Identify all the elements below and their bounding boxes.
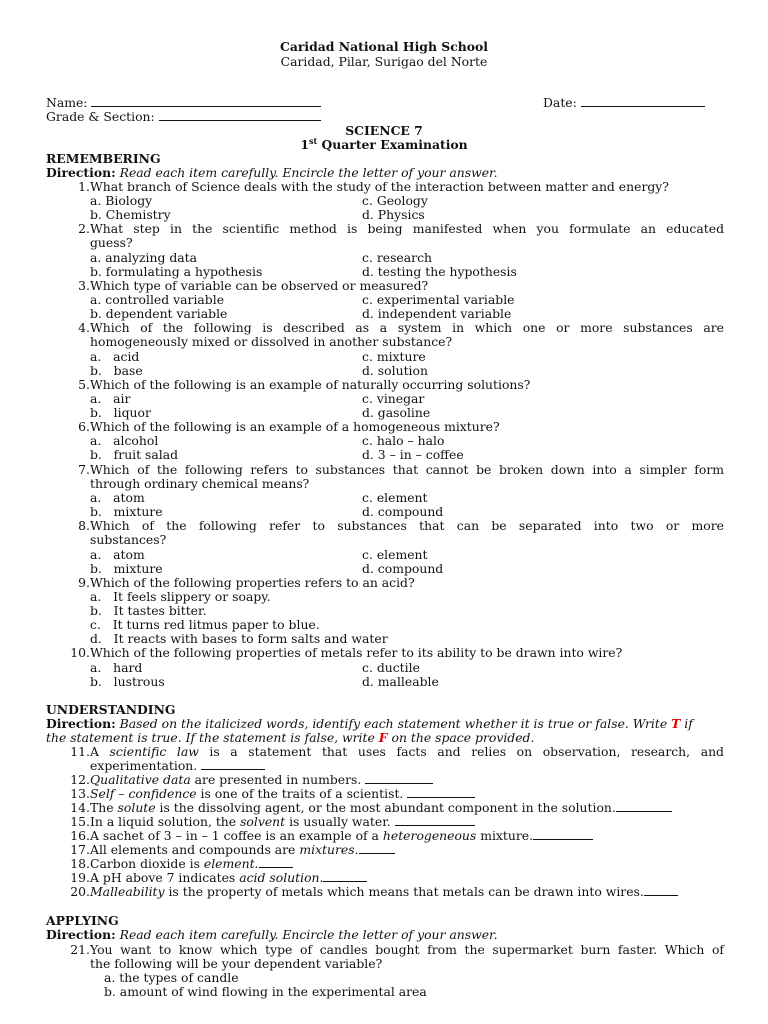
date-label: Date: <box>543 95 577 110</box>
grade-row <box>46 110 321 124</box>
q14-answer-blank[interactable] <box>616 801 672 812</box>
understanding-direction-1: Direction: Based on the italicized words, identify each statement whether it is true or false. Write T if <box>46 716 693 731</box>
date-blank[interactable] <box>581 96 705 107</box>
q7-option-a[interactable]: a. atom <box>90 490 145 505</box>
q1-option-b[interactable]: b. Chemistry <box>90 207 171 222</box>
q5-option-a[interactable]: a. air <box>90 391 131 406</box>
school-name: Caridad National High School <box>279 39 489 54</box>
q18-answer-blank[interactable] <box>259 857 293 868</box>
q5-option-d[interactable]: d. gasoline <box>362 405 431 420</box>
q10-option-d[interactable]: d. malleable <box>362 674 439 689</box>
q2-option-c[interactable]: c. research <box>362 250 432 265</box>
q11-answer-blank[interactable] <box>201 759 265 770</box>
q3-option-c[interactable]: c. experimental variable <box>362 292 515 307</box>
name-blank[interactable] <box>91 96 321 107</box>
q7-option-b[interactable]: b. mixture <box>90 504 163 519</box>
q16-answer-blank[interactable] <box>533 829 593 840</box>
q15-answer-blank[interactable] <box>395 815 475 826</box>
q8-option-c[interactable]: c. element <box>362 547 428 562</box>
q6-option-b[interactable]: b. fruit salad <box>90 447 179 462</box>
q21-option-a[interactable]: a. the types of candle <box>104 970 239 985</box>
subject-title: SCIENCE 7 <box>345 123 423 138</box>
q17-answer-blank[interactable] <box>359 843 395 854</box>
q4-option-b[interactable]: b. base <box>90 363 143 378</box>
q9-option-b[interactable]: b. It tastes bitter. <box>90 603 207 618</box>
q7-option-c[interactable]: c. element <box>362 490 428 505</box>
q20-answer-blank[interactable] <box>644 885 678 896</box>
q1-option-d[interactable]: d. Physics <box>362 207 425 222</box>
question-11-cont: experimentation. <box>90 759 265 773</box>
question-4-cont: homogeneously mixed or dissolved in another substance? <box>90 334 453 349</box>
question-21-cont: the following will be your dependent variable? <box>90 956 383 971</box>
q7-option-d[interactable]: d. compound <box>362 504 444 519</box>
question-8-cont: substances? <box>90 532 167 547</box>
q10-option-a[interactable]: a. hard <box>90 660 143 675</box>
remembering-title: REMEMBERING <box>46 151 161 166</box>
q6-option-c[interactable]: c. halo – halo <box>362 433 445 448</box>
q1-option-c[interactable]: c. Geology <box>362 193 428 208</box>
q9-option-c[interactable]: c. It turns red litmus paper to blue. <box>90 617 320 632</box>
q9-option-a[interactable]: a. It feels slippery or soapy. <box>90 589 271 604</box>
question-2-cont: guess? <box>90 235 133 250</box>
q19-answer-blank[interactable] <box>323 871 367 882</box>
grade-label: Grade & Section: <box>46 109 155 124</box>
grade-blank[interactable] <box>159 110 321 121</box>
q2-option-a[interactable]: a. analyzing data <box>90 250 198 265</box>
q9-option-d[interactable]: d. It reacts with bases to form salts and water <box>90 631 388 646</box>
applying-direction: Direction: Read each item carefully. Encircle the letter of your answer. <box>46 927 498 942</box>
exam-page: Caridad National High School Caridad, Pilar, Surigao del Norte Name: Date: Grade & Section: SCIENCE 7 1st Quarter Examination REMEMBERING Direction: Read each item carefully. Encircle the letter of your answer. 1. What branch of Science deals with the study of the interaction between matter and energy? a. Biology c. Geology b. Chemistry d. Physics 2. What step in the scientific method is being manifested when you formulate an educated guess? a. analyzing data c. research b. formulating a hypothesis d. testing the hypothesis 3. Which type of variable can be observed or measured? a. controlled variable c. experimental variable b. dependent variable d. independent variable 4. Which of the following is described as a system in which one or more substances are homogeneously mixed or dissolved in another substance? a. acid c. mixture b. base d. solution 5. Which of the following is an example of naturally occurring solutions? a. air c. vinegar b. liquor d. gasoline 6. Which of the following is an example of a homogeneous mixture? a. alcohol c. halo – halo b. fruit salad d. 3 – in – coffee 7. Which of the following refers to substances that cannot be broken down into a simpler form through ordinary chemical means? a. atom c. element b. mixture d. compound 8. Which of the following refer to substances that can be separated into two or more substances? a. atom c. element b. mixture d. compound 9. Which of the following properties refers to an acid? a. It feels slippery or soapy. b. It tastes bitter. c. It turns red litmus paper to blue. d. It reacts with bases to form salts and water 10. Which of the following properties of metals refer to its ability to be drawn into wire? a. hard c. ductile b. lustrous d. malleable UNDERSTANDING Direction: Based on the italicized words, identify each statement whether it is true or false. Write T if the statement is true. If the statement is false, write F on the space provided. 11. A scientific law is a statement that uses facts and relies on observation, research, and experimentation. 12. Qualitative data are presented in numbers. 13. Self – confidence is one of the traits of a scientist. 14. The solute is the dissolving agent, or the most abundant component in the solution. 15. In a liquid solution, the solvent is usually water. 16. A sachet of 3 – in – 1 coffee is an example of a heterogeneous mixture. 17. All elements and compounds are mixtures. 18. Carbon dioxide is element. 19. A pH above 7 indicates acid solution. 20. Malleability is the property of metals which means that metals can be drawn into wires. APPLYING Direction: Read each item carefully. Encircle the letter of your answer. 21. You want to know which type of candles bought from the supermarket burn faster. Which of the following will be your dependent variable? a. the types of candle b. amount of wind flowing in the experimental area <box>0 0 768 1024</box>
q13-answer-blank[interactable] <box>407 787 475 798</box>
q4-option-c[interactable]: c. mixture <box>362 349 426 364</box>
q10-option-b[interactable]: b. lustrous <box>90 674 165 689</box>
q4-option-d[interactable]: d. solution <box>362 363 428 378</box>
q21-option-b[interactable]: b. amount of wind flowing in the experimental area <box>104 984 427 999</box>
date-row <box>543 96 705 110</box>
q3-option-b[interactable]: b. dependent variable <box>90 306 228 321</box>
understanding-direction-2: the statement is true. If the statement is false, write F on the space provided. <box>46 730 535 745</box>
school-address: Caridad, Pilar, Surigao del Norte <box>280 54 488 69</box>
q2-option-d[interactable]: d. testing the hypothesis <box>362 264 517 279</box>
q8-option-a[interactable]: a. atom <box>90 547 145 562</box>
q12-answer-blank[interactable] <box>365 773 433 784</box>
applying-title: APPLYING <box>46 913 119 928</box>
q4-option-a[interactable]: a. acid <box>90 349 140 364</box>
question-7-cont: through ordinary chemical means? <box>90 476 310 491</box>
q6-option-a[interactable]: a. alcohol <box>90 433 159 448</box>
q10-option-c[interactable]: c. ductile <box>362 660 420 675</box>
q3-option-d[interactable]: d. independent variable <box>362 306 512 321</box>
q5-option-b[interactable]: b. liquor <box>90 405 151 420</box>
q6-option-d[interactable]: d. 3 – in – coffee <box>362 447 464 462</box>
understanding-title: UNDERSTANDING <box>46 702 176 717</box>
q8-option-b[interactable]: b. mixture <box>90 561 163 576</box>
q3-option-a[interactable]: a. controlled variable <box>90 292 225 307</box>
remembering-direction: Direction: Read each item carefully. Encircle the letter of your answer. <box>46 165 498 180</box>
name-label: Name: <box>46 95 88 110</box>
q1-option-a[interactable]: a. Biology <box>90 193 153 208</box>
q8-option-d[interactable]: d. compound <box>362 561 444 576</box>
exam-title: 1st Quarter Examination <box>300 135 468 152</box>
q2-option-b[interactable]: b. formulating a hypothesis <box>90 264 263 279</box>
q5-option-c[interactable]: c. vinegar <box>362 391 425 406</box>
